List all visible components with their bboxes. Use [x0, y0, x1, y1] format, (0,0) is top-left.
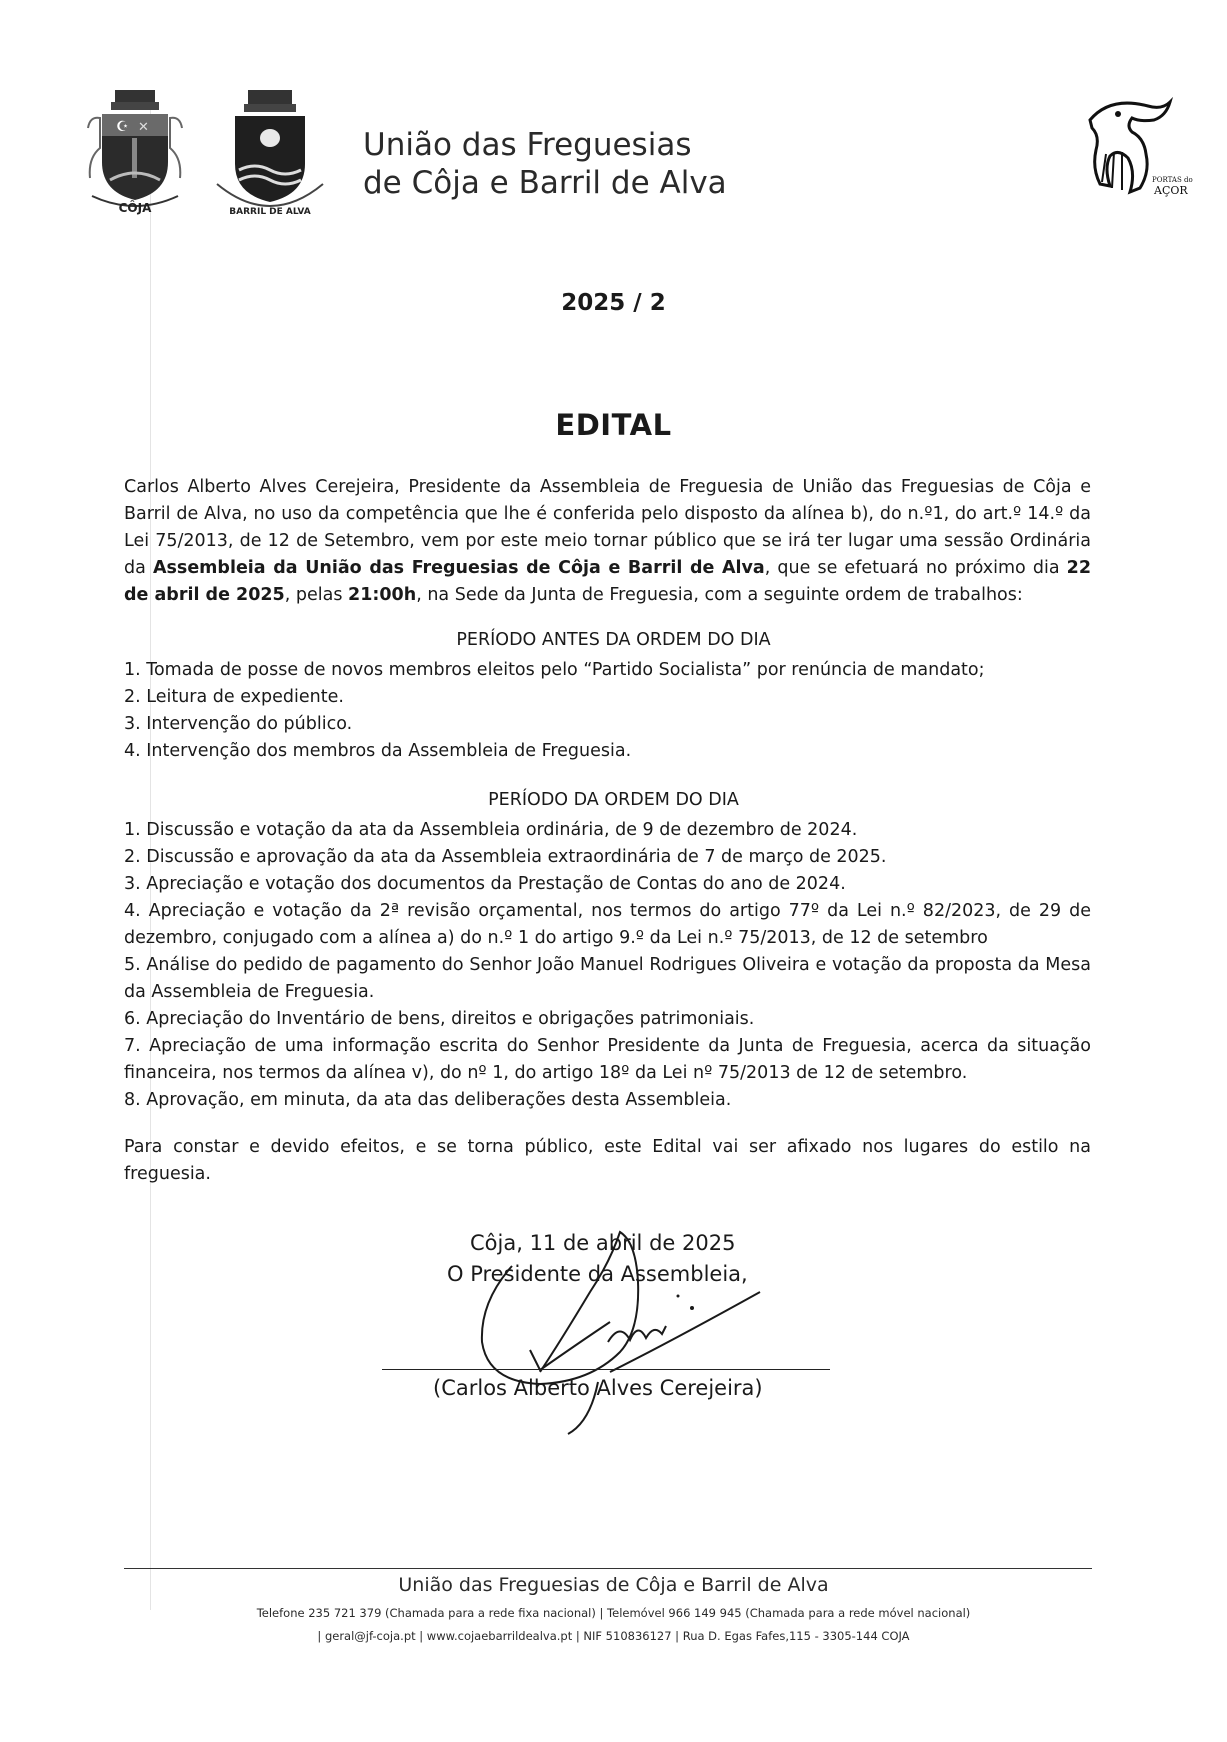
footer-contacts-line2: | geral@jf-coja.pt | www.cojaebarrildealva.pt | NIF 510836127 | Rua D. Egas Fafes,115 - 3305-144 COJA	[317, 1629, 910, 1643]
section-before-agenda-list	[124, 657, 1091, 765]
list-item: 4. Apreciação e votação da 2ª revisão orçamental, nos termos do artigo 77º da Lei n.º 82/2023, de 29 de dezembro, conjugado com a alínea a) do n.º 1 do artigo 9.º da Lei n.º 75/2013, de 12 de setembro	[124, 901, 1091, 948]
list-item: 8. Aprovação, em minuta, da ata das deliberações desta Assembleia.	[124, 1090, 732, 1110]
section-agenda-list	[124, 817, 1091, 1114]
intro-text-2: , que se efetuará no próximo dia	[764, 558, 1067, 578]
list-item: 1. Discussão e votação da ata da Assembleia ordinária, de 9 de dezembro de 2024.	[124, 820, 858, 840]
footer-title: União das Freguesias de Côja e Barril de Alva	[398, 1574, 829, 1596]
list-item: 7. Apreciação de uma informação escrita do Senhor Presidente da Junta de Freguesia, acerca da situação financeira, nos termos da alínea v), do nº 1, do artigo 18º da Lei nº 75/2013 de 12 de setembro.	[124, 1036, 1091, 1083]
edital-number: 2025 / 2	[561, 290, 666, 316]
signature-name: (Carlos Alberto Alves Cerejeira)	[433, 1376, 763, 1400]
crest-right-label: BARRIL DE ALVA	[229, 207, 311, 217]
header-title	[363, 126, 727, 202]
handwritten-signature	[470, 1222, 770, 1442]
svg-text:✕: ✕	[138, 120, 149, 135]
svg-text:☪: ☪	[116, 119, 129, 135]
section-agenda-title: PERÍODO DA ORDEM DO DIA	[488, 790, 739, 810]
section-before-agenda-title: PERÍODO ANTES DA ORDEM DO DIA	[456, 630, 771, 650]
list-item: 3. Intervenção do público.	[124, 714, 353, 734]
intro-paragraph	[124, 474, 1091, 609]
list-item: 4. Intervenção dos membros da Assembleia de Freguesia.	[124, 741, 632, 761]
footer-contacts	[0, 1602, 1227, 1648]
list-item: 3. Apreciação e votação dos documentos da Prestação de Contas do ano de 2024.	[124, 874, 846, 894]
list-item: 2. Discussão e aprovação da ata da Assembleia extraordinária de 7 de março de 2025.	[124, 847, 887, 867]
intro-text-3: , pelas	[284, 585, 349, 605]
coja-coat-of-arms-icon	[80, 88, 190, 218]
svg-text:AÇOR: AÇOR	[1154, 184, 1188, 197]
barril-de-alva-coat-of-arms-icon	[215, 88, 325, 218]
intro-text-4: , na Sede da Junta de Freguesia, com a seguinte ordem de trabalhos:	[416, 585, 1023, 605]
closing-paragraph: Para constar e devido efeitos, e se torna público, este Edital vai ser afixado nos lugares do estilo na freguesia.	[124, 1137, 1091, 1184]
intro-bold-assembly: Assembleia da União das Freguesias de Côja e Barril de Alva	[152, 558, 765, 578]
portas-do-acor-eagle-logo-icon	[1070, 92, 1193, 202]
crest-left-label: CÔJA	[118, 201, 152, 215]
list-item: 2. Leitura de expediente.	[124, 687, 344, 707]
intro-bold-date: 22 de abril de 2025	[124, 558, 1091, 605]
list-item: 1. Tomada de posse de novos membros eleitos pelo “Partido Socialista” por renúncia de mandato;	[124, 660, 985, 680]
signature-role: O Presidente da Assembleia,	[447, 1262, 748, 1286]
edital-heading: EDITAL	[555, 408, 672, 442]
header-title-line1: União das Freguesias	[363, 127, 692, 163]
list-item: 5. Análise do pedido de pagamento do Senhor João Manuel Rodrigues Oliveira e votação da proposta da Mesa da Assembleia de Freguesia.	[124, 955, 1091, 1002]
signature-place-date: Côja, 11 de abril de 2025	[470, 1231, 736, 1255]
intro-bold-time: 21:00h	[348, 585, 417, 605]
svg-text:PORTAS do: PORTAS do	[1152, 176, 1193, 184]
list-item: 6. Apreciação do Inventário de bens, direitos e obrigações patrimoniais.	[124, 1009, 755, 1029]
footer-contacts-line1: Telefone 235 721 379 (Chamada para a rede fixa nacional) | Telemóvel 966 149 945 (Chamada para a rede móvel nacional)	[256, 1606, 971, 1620]
signature-line	[382, 1369, 830, 1370]
header-title-line2: de Côja e Barril de Alva	[363, 165, 727, 201]
footer-divider	[124, 1568, 1092, 1569]
intro-text-1: Carlos Alberto Alves Cerejeira, Presidente da Assembleia de Freguesia de União das Freguesias de Côja e Barril de Alva, no uso da competência que lhe é conferida pelo disposto da alínea b), do n.º1, do art.º 14.º da Lei 75/2013, de 12 de Setembro, vem por este meio tornar público que se irá ter lugar uma sessão Ordinária da	[124, 477, 1091, 578]
